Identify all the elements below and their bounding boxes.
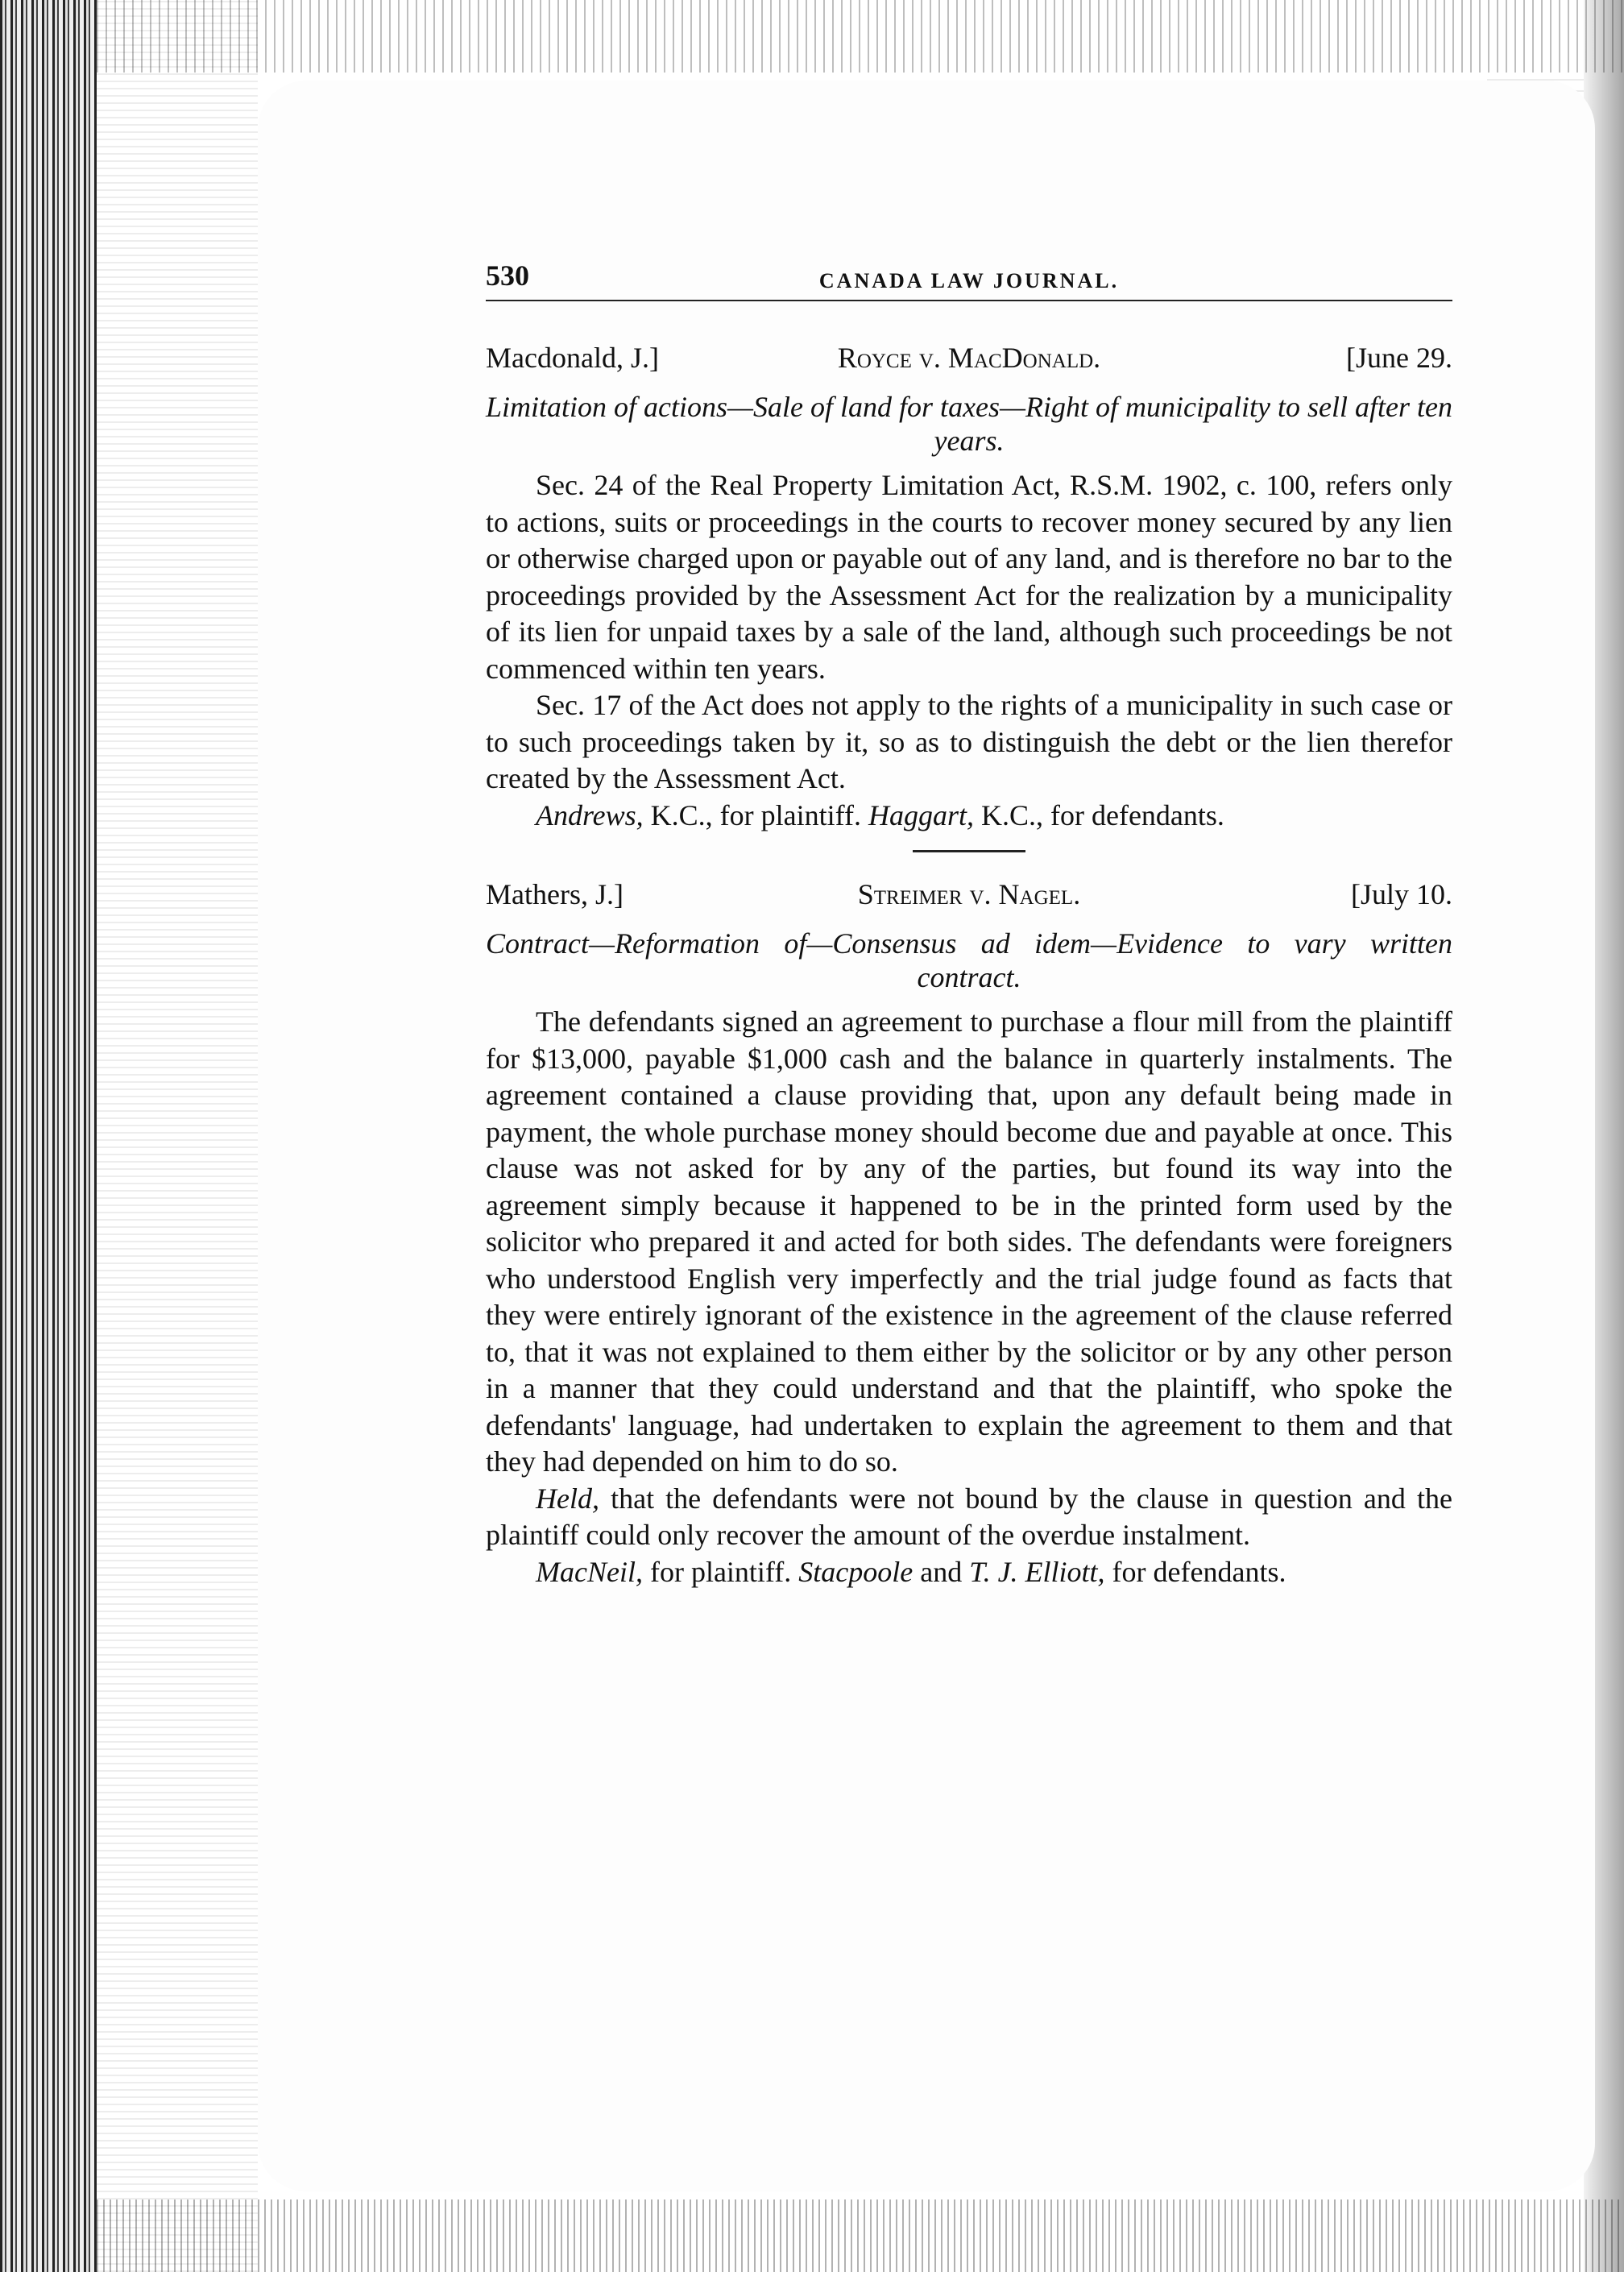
- case-judge: Macdonald, J.]: [486, 342, 659, 374]
- scan-edge-top: [97, 0, 1624, 73]
- case-counsel: [486, 798, 1452, 835]
- case-royce-v-macdonald: [486, 340, 1452, 834]
- case-catchwords: Limitation of actions—Sale of land for taxes—Right of municipality to sell after ten years.: [486, 391, 1452, 457]
- counsel-defendant-name: Haggart,: [868, 798, 974, 831]
- counsel-defendant-name-2: T. J. Elliott,: [969, 1555, 1105, 1588]
- case-paragraph: The defendants signed an agreement to purchase a flour mill from the plaintiff for $13,000, payable $1,000 cash and the balance in quarterly instalments. The agreement contained a clause providing that, upon any default being made in payment, the whole purchase money should become due and payable at once. This clause was not asked for by any of the parties, but found its way into the agreement simply because it happened to be in the printed form used by the solicitor who prepared it and acted for both sides. The defendants were foreigners who understood English very imperfectly and the trial judge found as facts that they were entirely ignorant of the existence in the agreement of the clause referred to, that it was not explained to them either by the solicitor or by any other person in a manner that they could understand and that the plaintiff, who spoke the defendants' language, had undertaken to explain the agreement to them and that they had depended on him to do so.: [486, 1005, 1452, 1478]
- counsel-defendant-text: K.C., for defendants.: [974, 798, 1224, 831]
- scan-edge-bottom: [97, 2199, 1624, 2272]
- counsel-plaintiff-name: MacNeil,: [536, 1555, 643, 1588]
- case-streimer-v-nagel: [486, 877, 1452, 1590]
- case-heading: [486, 340, 1452, 382]
- case-parties: Streimer v. Nagel.: [857, 878, 1081, 910]
- counsel-plaintiff-text: K.C., for plaintiff.: [643, 798, 868, 831]
- counsel-defendant-joiner: and: [913, 1555, 970, 1588]
- scan-edge-left: [0, 0, 97, 2272]
- case-held: [486, 1481, 1452, 1554]
- case-heading: [486, 877, 1452, 918]
- page-content: [486, 258, 1452, 1590]
- running-head: [486, 258, 1452, 301]
- case-judge: Mathers, J.]: [486, 878, 624, 910]
- case-divider: [913, 850, 1025, 852]
- counsel-defendant-text: for defendants.: [1104, 1555, 1286, 1588]
- page-number: 530: [486, 259, 529, 292]
- case-counsel: [486, 1554, 1452, 1591]
- journal-title: CANADA LAW JOURNAL.: [818, 269, 1120, 292]
- case-paragraph: Sec. 24 of the Real Property Limitation Act, R.S.M. 1902, c. 100, refers only to actions, suits or proceedings in the courts to recover money secured by any lien or otherwise charged upon or payable out of any land, and is therefore no bar to the proceedings provided by the Assessment Act for the realization by a municipality of its lien for unpaid taxes by a sale of the land, although such proceedings be not commenced within ten years.: [486, 469, 1452, 685]
- counsel-defendant-name: Stacpoole: [798, 1555, 914, 1588]
- scan-edge-left-shadow: [97, 0, 258, 2272]
- case-catchwords: Contract—Reformation of—Consensus ad idem—Evidence to vary written contract.: [486, 927, 1452, 993]
- counsel-plaintiff-text: for plaintiff.: [642, 1555, 799, 1588]
- held-word: Held,: [536, 1482, 599, 1515]
- case-date: [July 10.: [1351, 878, 1452, 910]
- case-parties: Royce v. MacDonald.: [837, 342, 1101, 374]
- case-date: [June 29.: [1346, 342, 1452, 374]
- counsel-plaintiff-name: Andrews,: [536, 798, 644, 831]
- case-paragraph: Sec. 17 of the Act does not apply to the rights of a municipality in such case or to such proceedings taken by it, so as to distinguish the debt or the lien therefor created by the Assessment Act.: [486, 689, 1452, 794]
- held-text: that the defendants were not bound by the clause in question and the plaintiff could only recover the amount of the overdue instalment.: [486, 1482, 1452, 1551]
